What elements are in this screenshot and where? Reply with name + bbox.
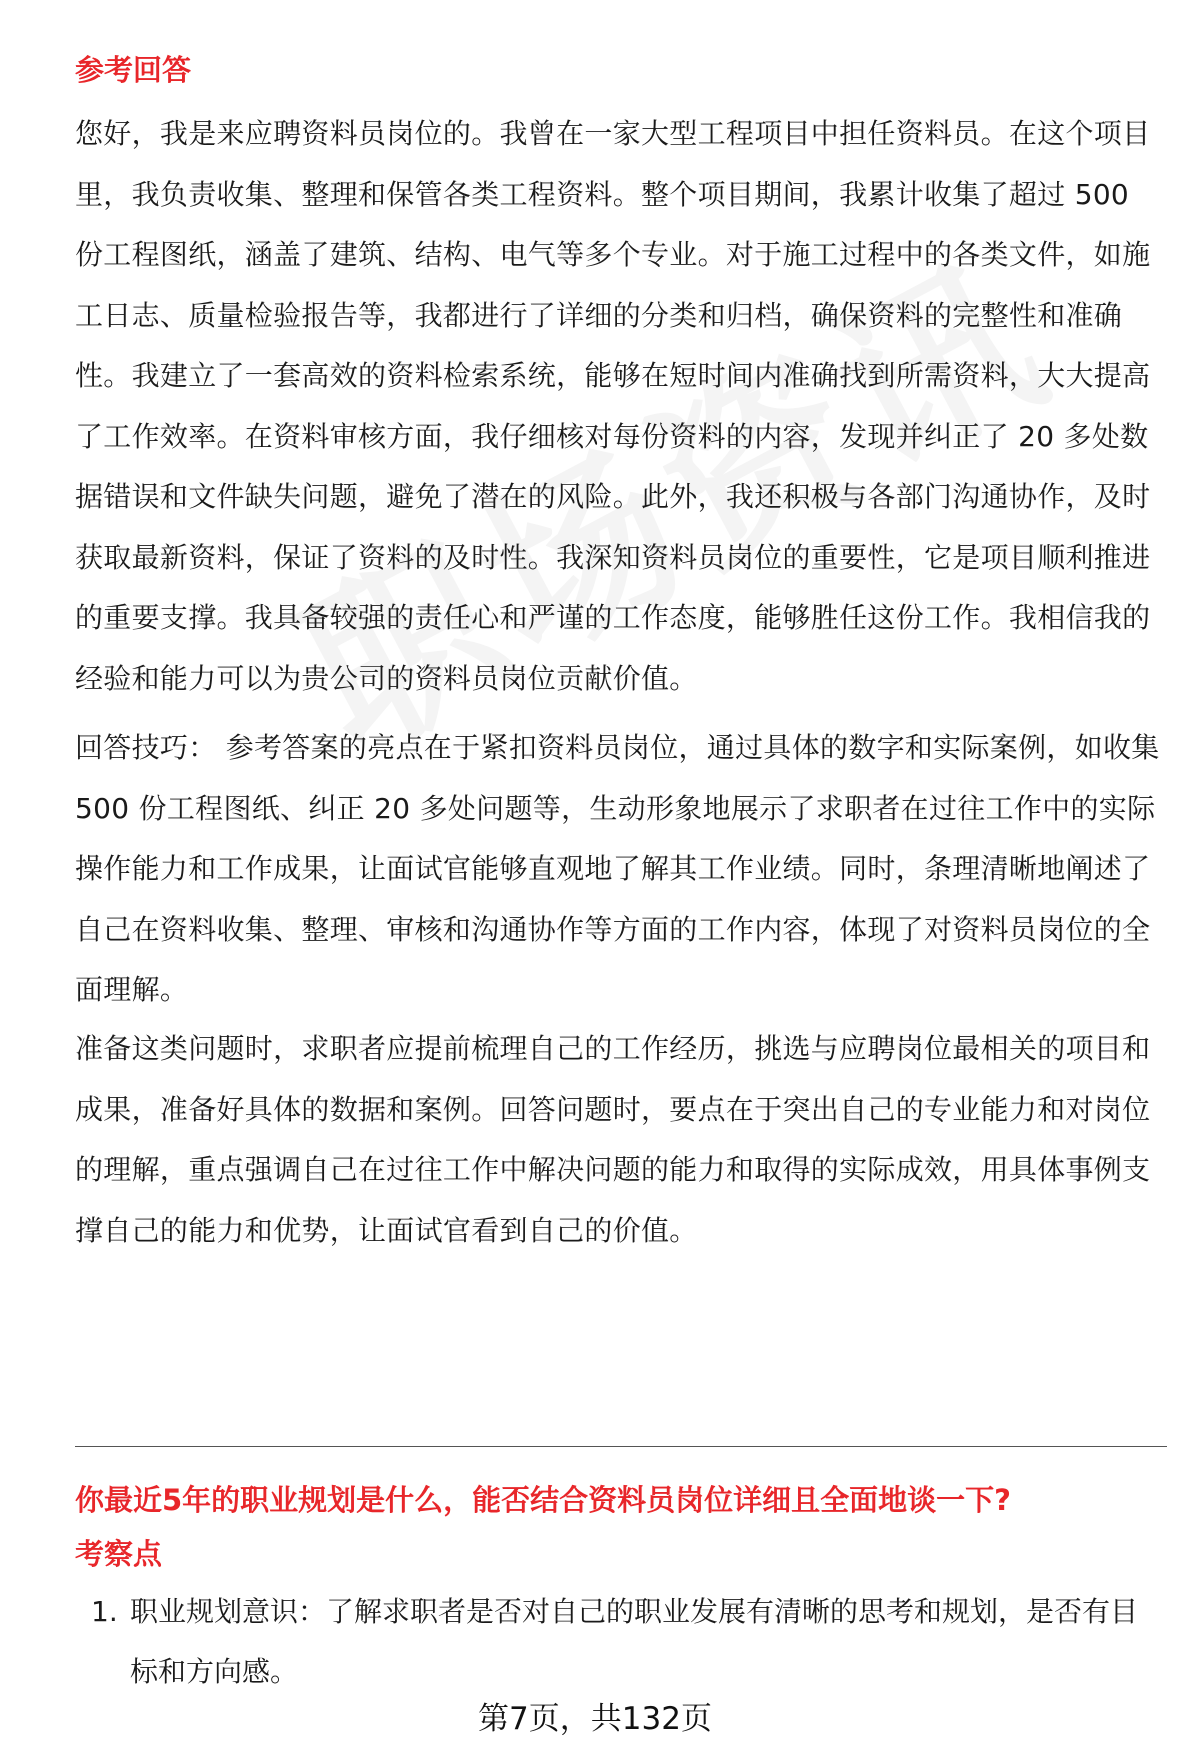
- focus-point-text: 职业规划意识：了解求职者是否对自己的职业发展有清晰的思考和规划，是否有目标和方向感。: [130, 1595, 1139, 1688]
- preparation-paragraph: 准备这类问题时，求职者应提前梳理自己的工作经历，挑选与应聘岗位最相关的项目和成果，准备好具体的数据和案例。回答问题时，要点在于突出自己的专业能力和对岗位的理解，重点强调自己在过往工作中解决问题的能力和取得的实际成效，用具体事例支撑自己的能力和优势，让面试官看到自己的价值。: [75, 1032, 1151, 1247]
- focus-point-number: 1.: [91, 1595, 118, 1628]
- focus-point-item: [75, 1582, 1165, 1702]
- focus-points-heading: 考察点: [75, 1537, 163, 1571]
- page-number: 第7页，共132页: [478, 1701, 712, 1737]
- reference-answer-heading: 参考回答: [75, 53, 192, 87]
- reference-answer-paragraph: 您好，我是来应聘资料员岗位的。我曾在一家大型工程项目中担任资料员。在这个项目里，我负责收集、整理和保管各类工程资料。整个项目期间，我累计收集了超过 500 份工程图纸，涵盖了建筑、结构、电气等多个专业。对于施工过程中的各类文件，如施工日志、质量检验报告等，我都进行了详细的分类和归档，确保资料的完整性和准确性。我建立了一套高效的资料检索系统，能够在短时间内准确找到所需资料，大大提高了工作效率。在资料审核方面，我仔细核对每份资料的内容，发现并纠正了 20 多处数据错误和文件缺失问题，避免了潜在的风险。此外，我还积极与各部门沟通协作，及时获取最新资料，保证了资料的及时性。我深知资料员岗位的重要性，它是项目顺利推进的重要支撑。我具备较强的责任心和严谨的工作态度，能够胜任这份工作。我相信我的经验和能力可以为贵公司的资料员岗位贡献价值。: [75, 117, 1151, 695]
- section-divider: [75, 1446, 1167, 1447]
- answer-tips-paragraph: 回答技巧： 参考答案的亮点在于紧扣资料员岗位，通过具体的数字和实际案例，如收集 500 份工程图纸、纠正 20 多处问题等，生动形象地展示了求职者在过往工作中的实际操作能力和工作成果，让面试官能够直观地了解其工作业绩。同时，条理清晰地阐述了自己在资料收集、整理、审核和沟通协作等方面的工作内容，体现了对资料员岗位的全面理解。: [75, 731, 1160, 1006]
- next-question-title: 你最近5年的职业规划是什么，能否结合资料员岗位详细且全面地谈一下?: [75, 1483, 1012, 1517]
